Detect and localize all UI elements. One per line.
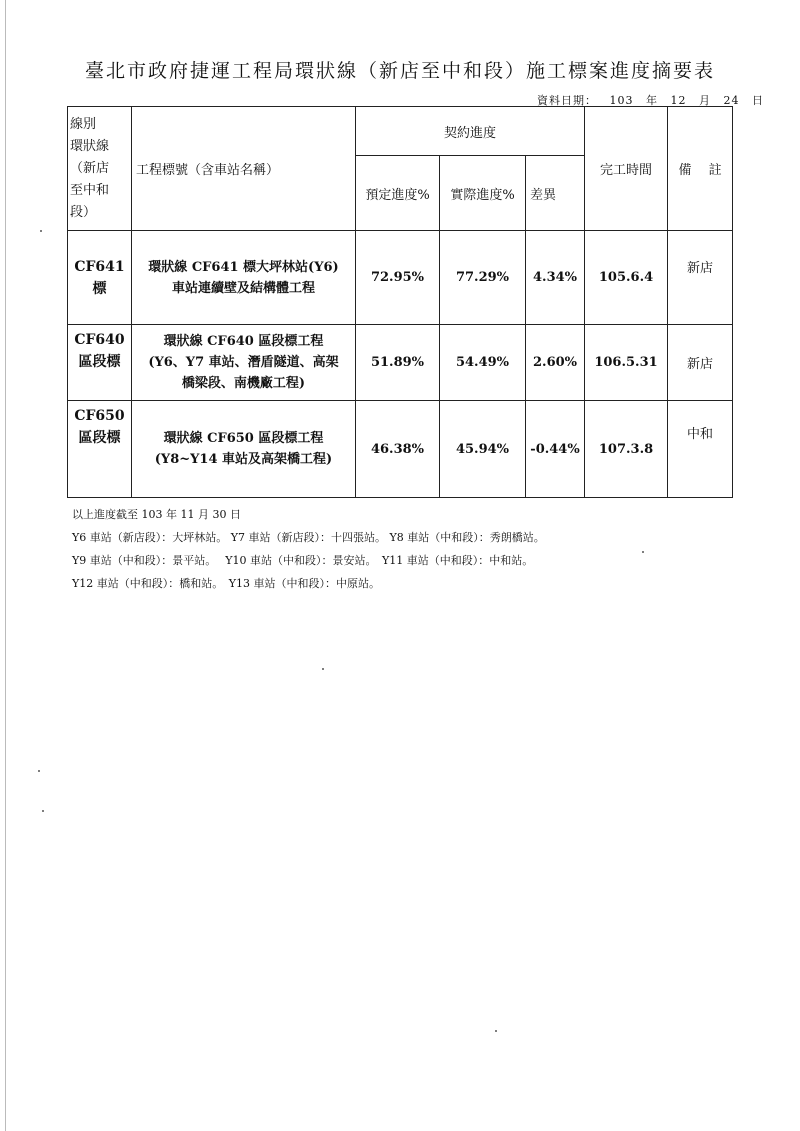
header-completion: 完工時間 (585, 107, 668, 231)
data-date-day-unit: 日 (752, 94, 764, 107)
row-diff: -0.44% (526, 401, 585, 498)
row-name-line: (Y6、Y7 車站、潛盾隧道、高架 (148, 355, 339, 370)
footnotes (72, 503, 545, 595)
row-diff: 4.34% (526, 231, 585, 325)
row-name (132, 401, 356, 498)
scan-speck (42, 810, 44, 812)
row-name-line: 環狀線 CF640 區段標工程 (163, 334, 324, 349)
row-completion: 105.6.4 (585, 231, 668, 325)
row-planned: 46.38% (356, 401, 440, 498)
header-line-text: （新店 (70, 160, 110, 176)
data-date-month: 12 (670, 94, 687, 107)
row-remark: 中和 (668, 401, 733, 498)
header-remark: 備 註 (668, 107, 733, 231)
row-actual: 54.49% (440, 325, 526, 401)
footnote-line: Y6 車站（新店段）：大坪林站。 Y7 車站（新店段）：十四張站。 Y8 車站（中和段）：秀朗橋站。 (72, 531, 545, 544)
row-code-line: CF640 (74, 332, 125, 348)
scan-speck (322, 668, 324, 670)
row-completion: 107.3.8 (585, 401, 668, 498)
row-planned: 51.89% (356, 325, 440, 401)
row-code (68, 401, 132, 498)
header-line-text: 段） (70, 204, 97, 220)
row-code-line: 區段標 (78, 354, 121, 370)
row-name-line: (Y8~Y14 車站及高架橋工程) (154, 452, 333, 467)
scan-edge-line (5, 0, 6, 1131)
row-actual: 77.29% (440, 231, 526, 325)
row-remark: 新店 (668, 325, 733, 401)
data-date-year-unit: 年 (646, 94, 658, 107)
table-row (68, 231, 733, 325)
row-name-line: 橋梁段、南機廠工程) (181, 376, 306, 391)
header-line-text: 至中和 (70, 182, 110, 198)
row-name-line: 環狀線 CF650 區段標工程 (163, 431, 324, 446)
row-name-line: 車站連續壁及結構體工程 (171, 280, 315, 296)
scan-speck (495, 1030, 497, 1032)
footnote-line: 以上進度截至 103 年 11 月 30 日 (72, 508, 241, 521)
scan-speck (38, 770, 40, 772)
footnote-line: Y12 車站（中和段）：橋和站。 Y13 車站（中和段）：中原站。 (72, 577, 381, 590)
row-name (132, 325, 356, 401)
table-row (68, 401, 733, 498)
row-code-line: 標 (92, 280, 107, 297)
row-code (68, 325, 132, 401)
header-progress-group: 契約進度 (356, 107, 585, 156)
data-date-day: 24 (723, 94, 740, 107)
header-line-text: 環狀線 (70, 138, 110, 154)
row-remark: 新店 (668, 231, 733, 325)
header-actual: 實際進度% (440, 156, 526, 231)
document-title: 臺北市政府捷運工程局環狀線（新店至中和段）施工標案進度摘要表 (84, 60, 715, 82)
scan-speck (40, 230, 42, 232)
row-actual: 45.94% (440, 401, 526, 498)
scan-speck (642, 551, 644, 553)
row-diff: 2.60% (526, 325, 585, 401)
progress-table (67, 106, 733, 498)
header-project: 工程標號（含車站名稱） (132, 107, 356, 231)
data-date-year: 103 (609, 94, 634, 107)
row-name-line: 環狀線 CF641 標大坪林站(Y6) (148, 259, 339, 275)
row-planned: 72.95% (356, 231, 440, 325)
row-name (132, 231, 356, 325)
row-code-line: CF650 (74, 408, 125, 424)
table-row (68, 325, 733, 401)
row-code-line: CF641 (74, 258, 125, 275)
data-date-label: 資料日期： (537, 94, 597, 107)
row-completion: 106.5.31 (585, 325, 668, 401)
header-diff: 差異 (526, 156, 585, 231)
header-planned: 預定進度% (356, 156, 440, 231)
header-line (68, 107, 132, 231)
header-line-text: 線別 (70, 116, 97, 132)
data-date-month-unit: 月 (699, 94, 711, 107)
row-code-line: 區段標 (78, 430, 121, 446)
row-code (68, 231, 132, 325)
footnote-line: Y9 車站（中和段）：景平站。 Y10 車站（中和段）：景安站。 Y11 車站（中和段）：中和站。 (72, 554, 534, 567)
